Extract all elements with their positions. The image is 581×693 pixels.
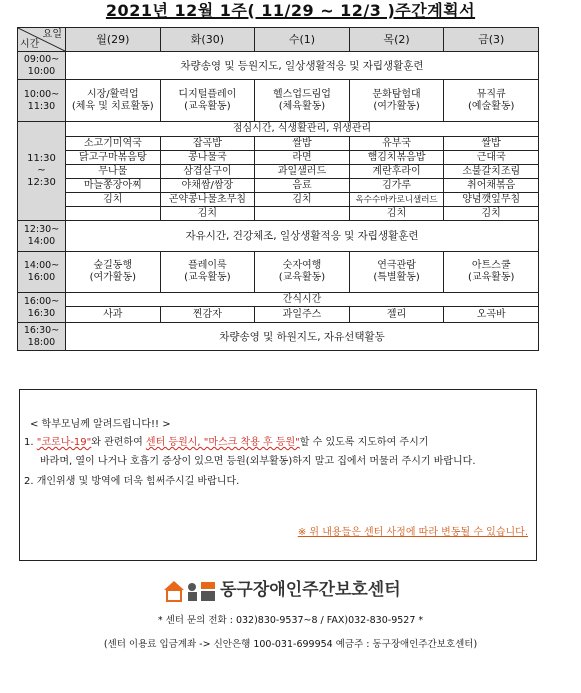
menu-cell: 김치: [66, 193, 161, 207]
day-header-mon: 월(29): [66, 28, 161, 52]
center-name: 동구장애인주간보호센터: [220, 580, 401, 600]
menu-row: [18, 151, 539, 165]
corner-cell: [18, 28, 66, 52]
menu-row: [18, 193, 539, 207]
menu-cell: 근대국: [444, 151, 539, 165]
snack-cell: 사과: [66, 307, 161, 323]
table-row: [18, 293, 539, 307]
weekly-schedule-table: [17, 27, 539, 351]
day-header-wed: 수(1): [255, 28, 350, 52]
activity-cell: 문화탐험대 (여가활동): [349, 80, 444, 122]
menu-cell: 닭고구마볶음탕: [66, 151, 161, 165]
menu-cell: 김치: [349, 207, 444, 221]
activity-cell: 차량송영 및 등원지도, 일상생활적응 및 자립생활훈련: [66, 52, 539, 80]
menu-cell: 야채쌈/쌈장: [160, 179, 255, 193]
menu-cell: [255, 207, 350, 221]
menu-row: [18, 179, 539, 193]
notice-highlight: 센터 등원시, "마스크 착용 후 등원": [145, 437, 300, 448]
menu-cell: [66, 207, 161, 221]
activity-cell: 아트스쿨 (교육활동): [444, 252, 539, 293]
notice-text: 할 수 있도록 지도하여 주시기: [299, 437, 429, 448]
menu-cell: 곤약콩나물초무침: [160, 193, 255, 207]
notice-warning: ※ 위 내용들은 센터 사정에 따라 변동될 수 있습니다.: [297, 527, 528, 538]
table-row: [18, 221, 539, 252]
menu-row: [18, 207, 539, 221]
table-row: [18, 52, 539, 80]
house-logo-icon: [162, 578, 218, 602]
activity-cell: 디지털플레이 (교육활동): [160, 80, 255, 122]
page-title: 2021년 12월 1주( 11/29 ~ 12/3 )주간계획서: [105, 1, 476, 20]
menu-cell: 콩나물국: [160, 151, 255, 165]
lunch-header: 점심시간, 식생활관리, 위생관리: [66, 122, 539, 137]
table-row: [18, 122, 539, 137]
activity-cell: 숲길동행 (여가활동): [66, 252, 161, 293]
day-header-thu: 목(2): [349, 28, 444, 52]
menu-cell: 햄김치볶음밥: [349, 151, 444, 165]
notice-line-1: [24, 433, 428, 448]
activity-cell: 자유시간, 건강체조, 일상생활적응 및 자립생활훈련: [66, 221, 539, 252]
activity-cell: 헬스업드림업 (체육활동): [255, 80, 350, 122]
menu-cell: 과일샐러드: [255, 165, 350, 179]
table-row: [18, 80, 539, 122]
notice-highlight: "코로나-19": [36, 437, 92, 448]
time-cell: 11:30 ~ 12:30: [18, 122, 66, 221]
menu-cell: 잡곡밥: [160, 137, 255, 151]
snack-row: [18, 307, 539, 323]
notice-text: 와 관련하여: [91, 437, 146, 448]
snack-cell: 젤리: [349, 307, 444, 323]
menu-row: [18, 165, 539, 179]
snack-cell: 오곡바: [444, 307, 539, 323]
menu-cell: 쌀밥: [255, 137, 350, 151]
menu-cell: 김치: [444, 207, 539, 221]
activity-cell: 숫자여행 (교육활동): [255, 252, 350, 293]
notice-number: 1.: [24, 437, 37, 448]
notice-heading: < 학부모님께 알려드립니다!! >: [30, 419, 171, 430]
activity-cell: 뮤직큐 (예술활동): [444, 80, 539, 122]
menu-cell: 소불갈치조림: [444, 165, 539, 179]
table-row: [18, 323, 539, 351]
day-axis-label: 요일: [42, 29, 62, 40]
header-row: [18, 28, 539, 52]
day-header-fri: 금(3): [444, 28, 539, 52]
menu-cell: 유부국: [349, 137, 444, 151]
time-cell: 16:00~ 16:30: [18, 293, 66, 323]
menu-cell: 무나물: [66, 165, 161, 179]
time-axis-label: 시간: [20, 39, 40, 50]
time-cell: 16:30~ 18:00: [18, 323, 66, 351]
bank-account-info: (센터 이용료 입금계좌 -> 신안은행 100-031-699954 예금주 : 동구장애인주간보호센터): [103, 639, 478, 650]
menu-cell: 쌀밥: [444, 137, 539, 151]
menu-cell: 라면: [255, 151, 350, 165]
menu-cell: 계란후라이: [349, 165, 444, 179]
time-cell: 09:00~ 10:00: [18, 52, 66, 80]
time-cell: 14:00~ 16:00: [18, 252, 66, 293]
activity-cell: 시장/활력업 (체육 및 치료활동): [66, 80, 161, 122]
menu-cell: 삼겹살구이: [160, 165, 255, 179]
menu-cell: 취어채볶음: [444, 179, 539, 193]
activity-cell: 연극관람 (특별활동): [349, 252, 444, 293]
menu-cell: 마늘쫑장아찌: [66, 179, 161, 193]
menu-cell: 김치: [255, 193, 350, 207]
snack-cell: 과일주스: [255, 307, 350, 323]
menu-cell: 소고기미역국: [66, 137, 161, 151]
activity-cell: 차량송영 및 하원지도, 자유선택활동: [66, 323, 539, 351]
menu-cell: 김가루: [349, 179, 444, 193]
time-cell: 10:00~ 11:30: [18, 80, 66, 122]
menu-row: [18, 137, 539, 151]
notice-line-2: 바라며, 열이 나거나 호흡기 증상이 있으면 등원(외부활동)하지 말고 집에서 머물러 주시기 바랍니다.: [40, 456, 476, 467]
day-header-tue: 화(30): [160, 28, 255, 52]
time-cell: 12:30~ 14:00: [18, 221, 66, 252]
snack-cell: 찐감자: [160, 307, 255, 323]
menu-cell: 김치: [160, 207, 255, 221]
table-row: [18, 252, 539, 293]
menu-cell: 양념깻잎무침: [444, 193, 539, 207]
parent-notice-box: [19, 389, 537, 561]
snack-header: 간식시간: [66, 293, 539, 307]
activity-cell: 플레이룩 (교육활동): [160, 252, 255, 293]
menu-cell: 음료: [255, 179, 350, 193]
menu-cell: 옥수수마카로니샐러드: [349, 193, 444, 207]
contact-info: * 센터 문의 전화 : 032)830-9537~8 / FAX)032-830-9527 *: [157, 615, 424, 626]
notice-line-3: 2. 개인위생 및 방역에 더욱 힘써주시길 바랍니다.: [24, 476, 240, 487]
